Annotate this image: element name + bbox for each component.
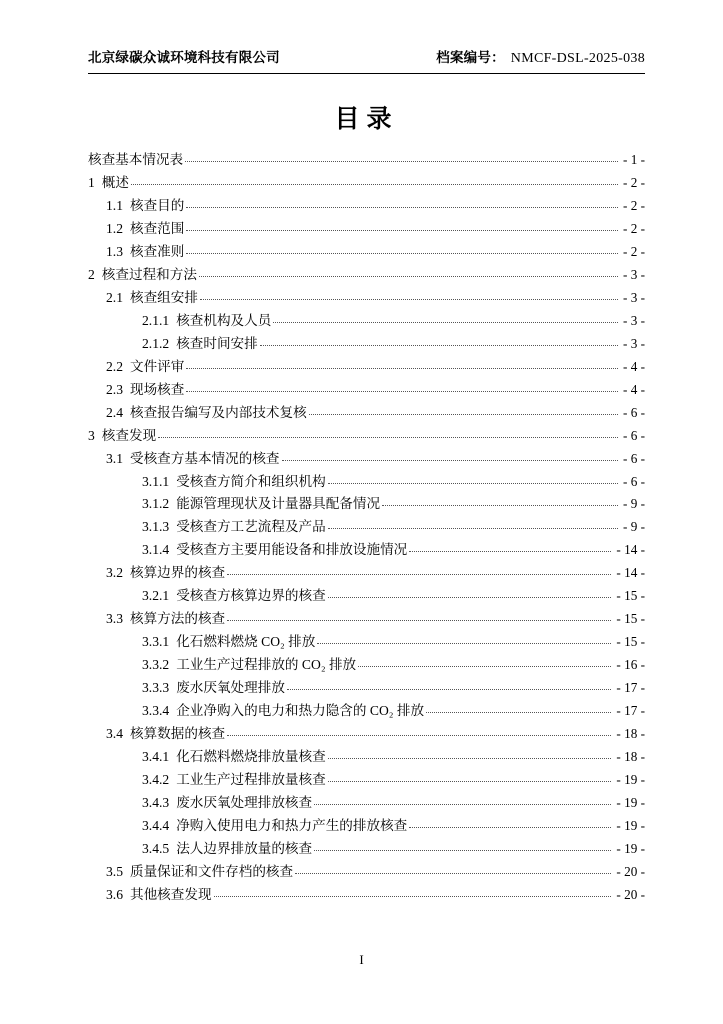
toc-entry-page: - 9 -: [623, 519, 645, 535]
toc-entry-page: - 4 -: [623, 381, 645, 397]
toc-leader-dots: [273, 312, 618, 323]
toc-entry-page: - 18 -: [616, 726, 645, 742]
toc-leader-dots: [328, 472, 618, 483]
toc-entry-label: 核查时间安排: [176, 335, 258, 351]
toc-leader-dots: [185, 151, 618, 162]
toc-entry-label: 概述: [101, 175, 129, 191]
toc-entry-page: - 19 -: [616, 840, 645, 856]
footer-page-number: I: [359, 952, 364, 967]
toc-entry-page: - 19 -: [616, 771, 645, 787]
toc-entry-number: 3.2.1: [142, 588, 170, 604]
page-content: [88, 46, 645, 910]
toc-leader-dots: [309, 403, 618, 414]
toc-entry[interactable]: [142, 681, 645, 695]
toc-leader-dots: [314, 794, 611, 805]
toc-entry[interactable]: [106, 451, 645, 465]
toc-entry-page: - 14 -: [616, 542, 645, 558]
toc-entry[interactable]: [142, 474, 645, 488]
toc-entry-label: 其他核查发现: [130, 886, 212, 902]
toc-entry-page: - 15 -: [616, 588, 645, 604]
toc-entry[interactable]: [142, 819, 645, 833]
toc-entry[interactable]: [106, 291, 645, 305]
toc-leader-dots: [314, 840, 611, 851]
toc-entry-label: 核查范围: [130, 221, 185, 237]
toc-entry[interactable]: [142, 635, 645, 649]
toc-leader-dots: [282, 449, 618, 460]
toc-entry-number: 3.2: [106, 565, 123, 581]
toc-entry-label: 文件评审: [130, 358, 185, 374]
toc-entry-label: 核查过程和方法: [101, 266, 197, 282]
toc-entry[interactable]: [142, 750, 645, 764]
toc-entry[interactable]: [106, 888, 645, 902]
toc-leader-dots: [131, 174, 618, 185]
toc-leader-dots: [317, 633, 611, 644]
toc-leader-dots: [186, 220, 618, 231]
toc-leader-dots: [426, 702, 611, 713]
toc-entry-page: - 2 -: [623, 244, 645, 259]
toc-entry-page: - 15 -: [616, 634, 645, 650]
toc-entry-label: 净购入使用电力和热力产生的排放核查: [176, 817, 408, 833]
toc-entry[interactable]: [106, 245, 645, 259]
toc-entry-label: 核查准则: [130, 244, 185, 259]
toc-entry-number: 3.3.1: [142, 634, 170, 650]
toc-entry-label: 核查报告编写及内部技术复核: [130, 404, 307, 420]
toc-entry-number: 3.4.3: [142, 794, 170, 810]
toc-leader-dots: [328, 518, 618, 529]
toc-entry-number: 3.1.2: [142, 496, 170, 512]
toc-entry-page: - 2 -: [623, 198, 645, 214]
toc-entry-number: 2.4: [106, 404, 123, 420]
toc-leader-dots: [227, 610, 611, 621]
toc-entry[interactable]: [142, 589, 645, 603]
toc-entry-label: 受核查方基本情况的核查: [130, 450, 280, 466]
toc-entry-page: - 1 -: [623, 152, 645, 168]
toc-leader-dots: [328, 748, 612, 759]
toc-entry-number: 3.4.1: [142, 748, 170, 764]
toc-entry[interactable]: [88, 268, 645, 282]
toc-entry-number: 1: [88, 175, 95, 191]
toc-entry-page: - 20 -: [616, 863, 645, 879]
toc-entry-page: - 19 -: [616, 794, 645, 810]
toc-entry-number: 2: [88, 266, 95, 282]
toc-entry[interactable]: [142, 520, 645, 534]
toc-entry-label: 受核查方核算边界的核查: [176, 588, 326, 604]
toc-entry-number: 3.6: [106, 886, 123, 902]
toc-entry-number: 2.2: [106, 358, 123, 374]
toc-entry-number: 3.3: [106, 611, 123, 627]
toc-entry-label: 法人边界排放量的核查: [176, 840, 313, 856]
toc-entry-page: - 16 -: [616, 657, 645, 673]
toc-entry-page: - 2 -: [623, 221, 645, 237]
toc-entry-page: - 9 -: [623, 496, 645, 512]
toc-leader-dots: [200, 289, 618, 300]
toc-entry[interactable]: [142, 773, 645, 787]
toc-entry-label: 核查基本情况表: [88, 152, 184, 168]
toc-leader-dots: [227, 564, 611, 575]
toc-entry-number: 3.1: [106, 450, 123, 466]
toc-entry[interactable]: [88, 176, 645, 190]
page-header: [88, 46, 645, 74]
toc-entry-number: 3.3.4: [142, 703, 170, 719]
toc-entry-number: 3.4.2: [142, 771, 170, 787]
toc-leader-dots: [227, 725, 611, 736]
toc-entry-label: 工业生产过程排放量核查: [176, 771, 326, 787]
toc-entry[interactable]: [142, 543, 645, 557]
toc-entry[interactable]: [106, 199, 645, 213]
toc-entry-label: 质量保证和文件存档的核查: [130, 863, 294, 879]
toc-entry-number: 3.4.4: [142, 817, 170, 833]
toc-leader-dots: [186, 197, 618, 208]
toc-entry-page: - 6 -: [623, 450, 645, 466]
toc-entry[interactable]: [142, 314, 645, 328]
toc-leader-dots: [409, 541, 611, 552]
toc-entry-label: 核算数据的核查: [130, 726, 226, 742]
toc-entry-label: 企业净购入的电力和热力隐含的 CO₂ 排放: [176, 703, 425, 719]
toc-entry-number: 3.3.3: [142, 680, 170, 696]
toc-entry-number: 1.1: [106, 198, 123, 214]
toc-entry[interactable]: [106, 566, 645, 580]
toc-entry-label: 现场核查: [130, 381, 185, 397]
page-title: 目录: [334, 106, 399, 133]
toc-entry-label: 受核查方工艺流程及产品: [176, 519, 326, 535]
toc-entry-page: - 14 -: [616, 565, 645, 581]
toc-entry-label: 核算边界的核查: [130, 565, 226, 581]
toc-entry-page: - 3 -: [623, 312, 645, 328]
toc-entry-number: 1.2: [106, 221, 123, 237]
toc-entry-page: - 18 -: [616, 748, 645, 764]
toc-entry-number: 3.4.5: [142, 840, 170, 856]
toc-entry-page: - 2 -: [623, 175, 645, 191]
toc-entry-page: - 15 -: [616, 611, 645, 627]
header-code-value: NMCF-DSL-2025-038: [510, 51, 645, 66]
toc-entry-label: 核查组安排: [130, 289, 198, 305]
toc-entry-page: - 6 -: [623, 427, 645, 443]
table-of-contents: [88, 153, 645, 902]
toc-entry-number: 3.1.4: [142, 542, 170, 558]
toc-entry[interactable]: [142, 796, 645, 810]
toc-entry-number: 3.3.2: [142, 657, 170, 673]
toc-entry-number: 3.1.3: [142, 519, 170, 535]
toc-leader-dots: [382, 495, 618, 506]
toc-entry[interactable]: [142, 497, 645, 511]
header-code-label: 档案编号：: [436, 50, 505, 65]
toc-entry-label: 核算方法的核查: [130, 611, 226, 627]
toc-leader-dots: [260, 335, 618, 346]
toc-entry-label: 核查目的: [130, 198, 185, 214]
toc-entry-page: - 19 -: [616, 817, 645, 833]
toc-entry-number: 3: [88, 427, 95, 443]
toc-entry-number: 3.4: [106, 726, 123, 742]
toc-entry-label: 化石燃料燃烧排放量核查: [176, 748, 326, 764]
toc-entry-page: - 3 -: [623, 289, 645, 305]
toc-leader-dots: [409, 817, 611, 828]
toc-entry-page: - 6 -: [623, 473, 645, 489]
toc-entry-label: 废水厌氧处理排放核查: [176, 794, 313, 810]
toc-leader-dots: [358, 656, 611, 667]
toc-entry[interactable]: [106, 405, 645, 419]
toc-leader-dots: [186, 243, 618, 254]
toc-leader-dots: [214, 886, 612, 897]
toc-entry-number: 2.1.1: [142, 312, 170, 328]
toc-entry-label: 工业生产过程排放的 CO₂ 排放: [176, 657, 357, 673]
toc-entry[interactable]: [88, 153, 645, 167]
toc-entry[interactable]: [106, 222, 645, 236]
toc-entry[interactable]: [142, 704, 645, 718]
toc-entry-label: 废水厌氧处理排放: [176, 680, 285, 696]
header-company-name: 北京绿碳众诚环境科技有限公司: [88, 50, 280, 65]
toc-leader-dots: [295, 863, 611, 874]
toc-entry-page: - 3 -: [623, 266, 645, 282]
toc-entry-page: - 4 -: [623, 358, 645, 374]
toc-entry-page: - 20 -: [616, 886, 645, 902]
toc-entry-label: 核查发现: [101, 427, 157, 443]
toc-entry[interactable]: [106, 865, 645, 879]
toc-entry-label: 受核查方简介和组织机构: [176, 473, 326, 489]
toc-leader-dots: [186, 381, 618, 392]
toc-entry[interactable]: [106, 360, 645, 374]
toc-entry-number: 3.5: [106, 863, 123, 879]
toc-leader-dots: [287, 679, 611, 690]
toc-entry-label: 化石燃料燃烧 CO₂ 排放: [176, 634, 316, 650]
toc-entry-page: - 3 -: [623, 335, 645, 351]
toc-entry-number: 3.1.1: [142, 473, 170, 489]
toc-entry-page: - 17 -: [616, 680, 645, 696]
toc-entry-label: 受核查方主要用能设备和排放设施情况: [176, 542, 408, 558]
toc-entry[interactable]: [106, 383, 645, 397]
toc-entry[interactable]: [142, 842, 645, 856]
toc-entry[interactable]: [88, 428, 645, 442]
toc-entry-number: 1.3: [106, 244, 123, 259]
toc-entry-label: 核查机构及人员: [176, 312, 272, 328]
toc-entry[interactable]: [106, 727, 645, 741]
toc-entry-page: - 6 -: [623, 404, 645, 420]
toc-entry-number: 2.1.2: [142, 335, 170, 351]
toc-leader-dots: [328, 587, 612, 598]
toc-leader-dots: [328, 771, 612, 782]
toc-entry[interactable]: [142, 658, 645, 672]
toc-entry[interactable]: [142, 337, 645, 351]
toc-leader-dots: [158, 426, 618, 437]
toc-leader-dots: [199, 266, 618, 277]
toc-leader-dots: [186, 358, 618, 369]
toc-entry-number: 2.1: [106, 289, 123, 305]
toc-entry-number: 2.3: [106, 381, 123, 397]
toc-entry-page: - 17 -: [616, 703, 645, 719]
toc-entry-label: 能源管理现状及计量器具配备情况: [176, 496, 381, 512]
toc-entry[interactable]: [106, 612, 645, 626]
